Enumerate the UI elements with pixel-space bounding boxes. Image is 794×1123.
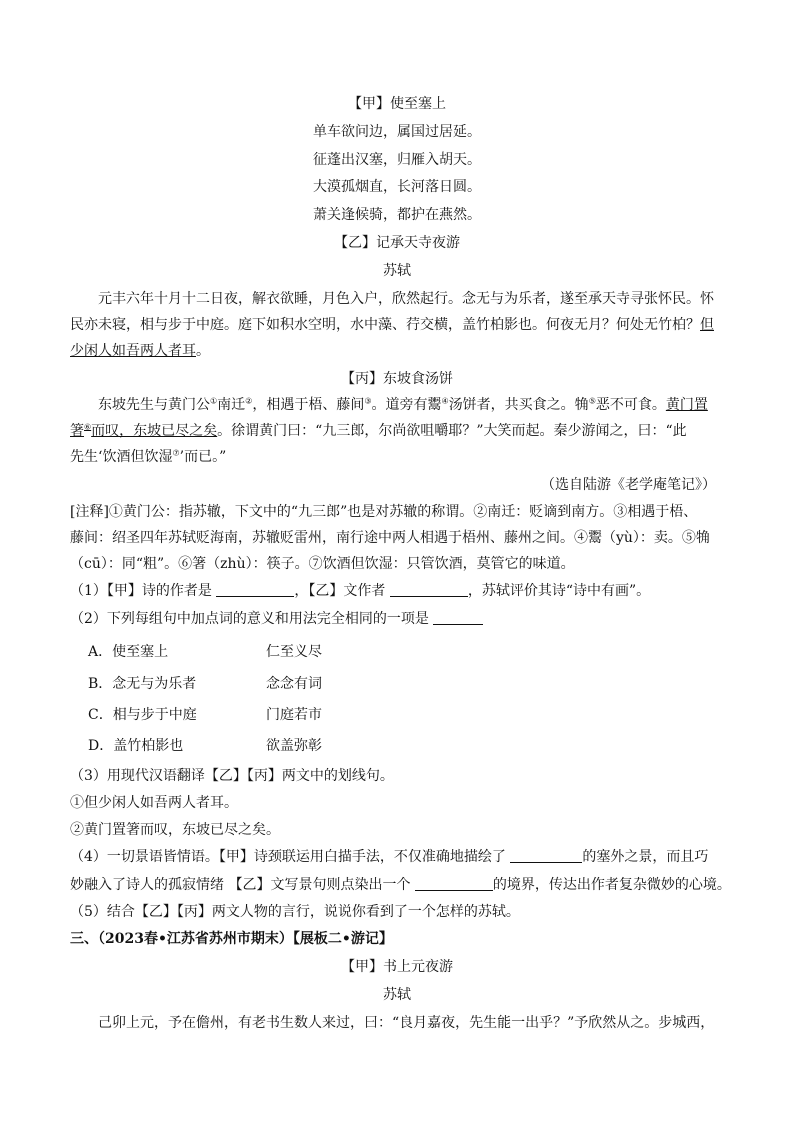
text3-underlined-start: 黄门置 [665,397,708,413]
text2-line2-text: 民亦未寝，相与步于中庭。庭下如积水空明，水中藻、荇交横，盖竹柏影也。何夜无月？何处无竹柏？ [70,317,700,333]
text3-seg: ’而已。” [179,449,227,465]
option-b-label: B．念无与为乐者 [88,676,197,692]
text3-paragraph-line-3 [70,448,226,466]
q1-text: ，【乙】文作者 [294,583,386,599]
text3-seg: 。徐谓黄门曰：“九三郎，尔尚欲咀嚼耶？”大笑而起。秦少游闻之，曰：“此 [217,423,687,439]
text2-paragraph-line-1: 元丰六年十月十二日夜，解衣欲睡，月色入户，欣然起行。念无与为乐者，遂至承天寺寻张怀民。怀 [98,291,714,307]
q1-text: （1）【甲】诗的作者是 [70,583,212,599]
text3-underlined-seg: 箸 [70,423,84,439]
notes-line-3: （cū）：同“粗”。⑥箸（zhù）：筷子。⑦饮酒但饮湿：只管饮酒，莫管它的味道。 [70,556,575,572]
option-c-pair: 门庭若市 [266,707,322,723]
question-4-line-2 [70,876,731,894]
option-d-pair: 欲盖弥彰 [266,738,322,754]
answer-blank-5[interactable] [415,876,493,891]
question-3-item-2: ②黄门置箸而叹，东坡已尽之矣。 [70,822,280,838]
text2-title: 【乙】记承天寺夜游 [334,235,460,251]
text3-title: 【丙】东坡食汤饼 [341,371,453,387]
question-3-item-1: ①但少闲人如吾两人者耳。 [70,795,238,811]
poem1-line-1: 单车欲问边，属国过居延。 [313,124,481,140]
text2-author: 苏轼 [383,263,411,279]
note-ref-6: ⑥ [84,422,92,432]
section-3-heading: 三、（2023春•江苏省苏州市期末）【展板二•游记】 [70,931,393,947]
q4-text: 的塞外之景，而且巧 [582,849,709,865]
note-ref-7: ⑦ [172,448,180,458]
section-3-paragraph-line-1: 己卯上元，予在儋州，有老书生数人来过，曰：“良月嘉夜，先生能一出乎？”予欣然从之。步城西， [98,1015,715,1031]
text2-paragraph-line-2 [70,316,714,334]
text2-underlined-sentence: 少闲人如吾两人者耳 [70,343,196,359]
poem1-title: 【甲】使至塞上 [348,96,446,112]
q4-text: 的境界，传达出作者复杂微妙的心境。 [492,877,731,893]
option-b-pair: 念念有词 [266,676,322,692]
option-a-label: A．使至塞上 [88,644,169,660]
answer-blank-3[interactable] [433,610,483,625]
option-c-label: C．相与步于中庭 [88,707,197,723]
option-d-label: D．盖竹柏影也 [88,738,184,754]
answer-blank-2[interactable] [390,582,468,597]
q4-text: （4）一切景语皆情语。【甲】诗颈联运用白描手法，不仅准确地描绘了 [70,849,506,865]
text3-seg: ，相遇于梧、藤间 [252,397,365,413]
question-2 [70,610,483,628]
text3-seg: 先生‘饮酒但饮湿 [70,449,173,465]
answer-blank-1[interactable] [216,582,294,597]
text3-seg: 东坡先生与黄门公 [98,397,210,413]
section-3-author: 苏轼 [383,987,411,1003]
text2-line3-end: 。 [196,343,210,359]
question-4-line-1 [70,848,708,866]
text3-seg: 汤饼者，共买食之。觕 [448,397,589,413]
note-ref-5: ⑤ [588,396,596,406]
q1-text: ，苏轼评价其诗“诗中有画”。 [467,583,651,599]
q2-text: （2）下列每组句中加点词的意义和用法完全相同的一项是 [70,611,429,627]
q4-text: 妙融入了诗人的孤寂情绪 【乙】文写景句则点染出一个 [70,877,411,893]
notes-line-1: [注释]①黄门公：指苏辙，下文中的“九三郎”也是对苏辙的称谓。②南迁：贬谪到南方。③相遇于梧、 [70,504,698,520]
text3-seg: 。道旁有鬻 [371,397,442,413]
text2-paragraph-line-3 [70,342,210,360]
question-3: （3）用现代汉语翻译【乙】【丙】两文中的划线句。 [70,768,394,784]
notes-line-2: 藤间：绍圣四年苏轼贬海南，苏辙贬雷州，南行途中两人相遇于梧州、藤州之间。④鬻（yù）：卖。⑤觕 [70,530,710,546]
note-ref-1: ① [210,396,218,406]
poem1-line-3: 大漠孤烟直，长河落日圆。 [313,179,481,195]
question-5: （5）结合【乙】【丙】两文人物的言行，说说你看到了一个怎样的苏轼。 [70,904,520,920]
text2-underlined-start: 但 [700,317,714,333]
note-ref-2: ② [245,396,253,406]
question-1 [70,582,650,600]
poem1-line-4: 萧关逢候骑，都护在燕然。 [313,207,481,223]
text3-seg: 恶不可食。 [595,397,666,413]
text3-seg: 南迁 [217,397,246,413]
section-3-title: 【甲】书上元夜游 [341,959,453,975]
note-ref-4: ④ [441,396,449,406]
option-a-pair: 仁至义尽 [266,644,322,660]
note-ref-3: ③ [364,396,372,406]
answer-blank-4[interactable] [510,848,582,863]
poem1-line-2: 征蓬出汉塞，归雁入胡天。 [313,152,481,168]
text3-paragraph-line-2 [70,422,687,440]
text3-source: （选自陆游《老学庵笔记》） [541,477,716,493]
text3-paragraph-line-1 [98,396,708,414]
text3-underlined-seg: 而叹，东坡已尽之矣 [91,423,218,439]
